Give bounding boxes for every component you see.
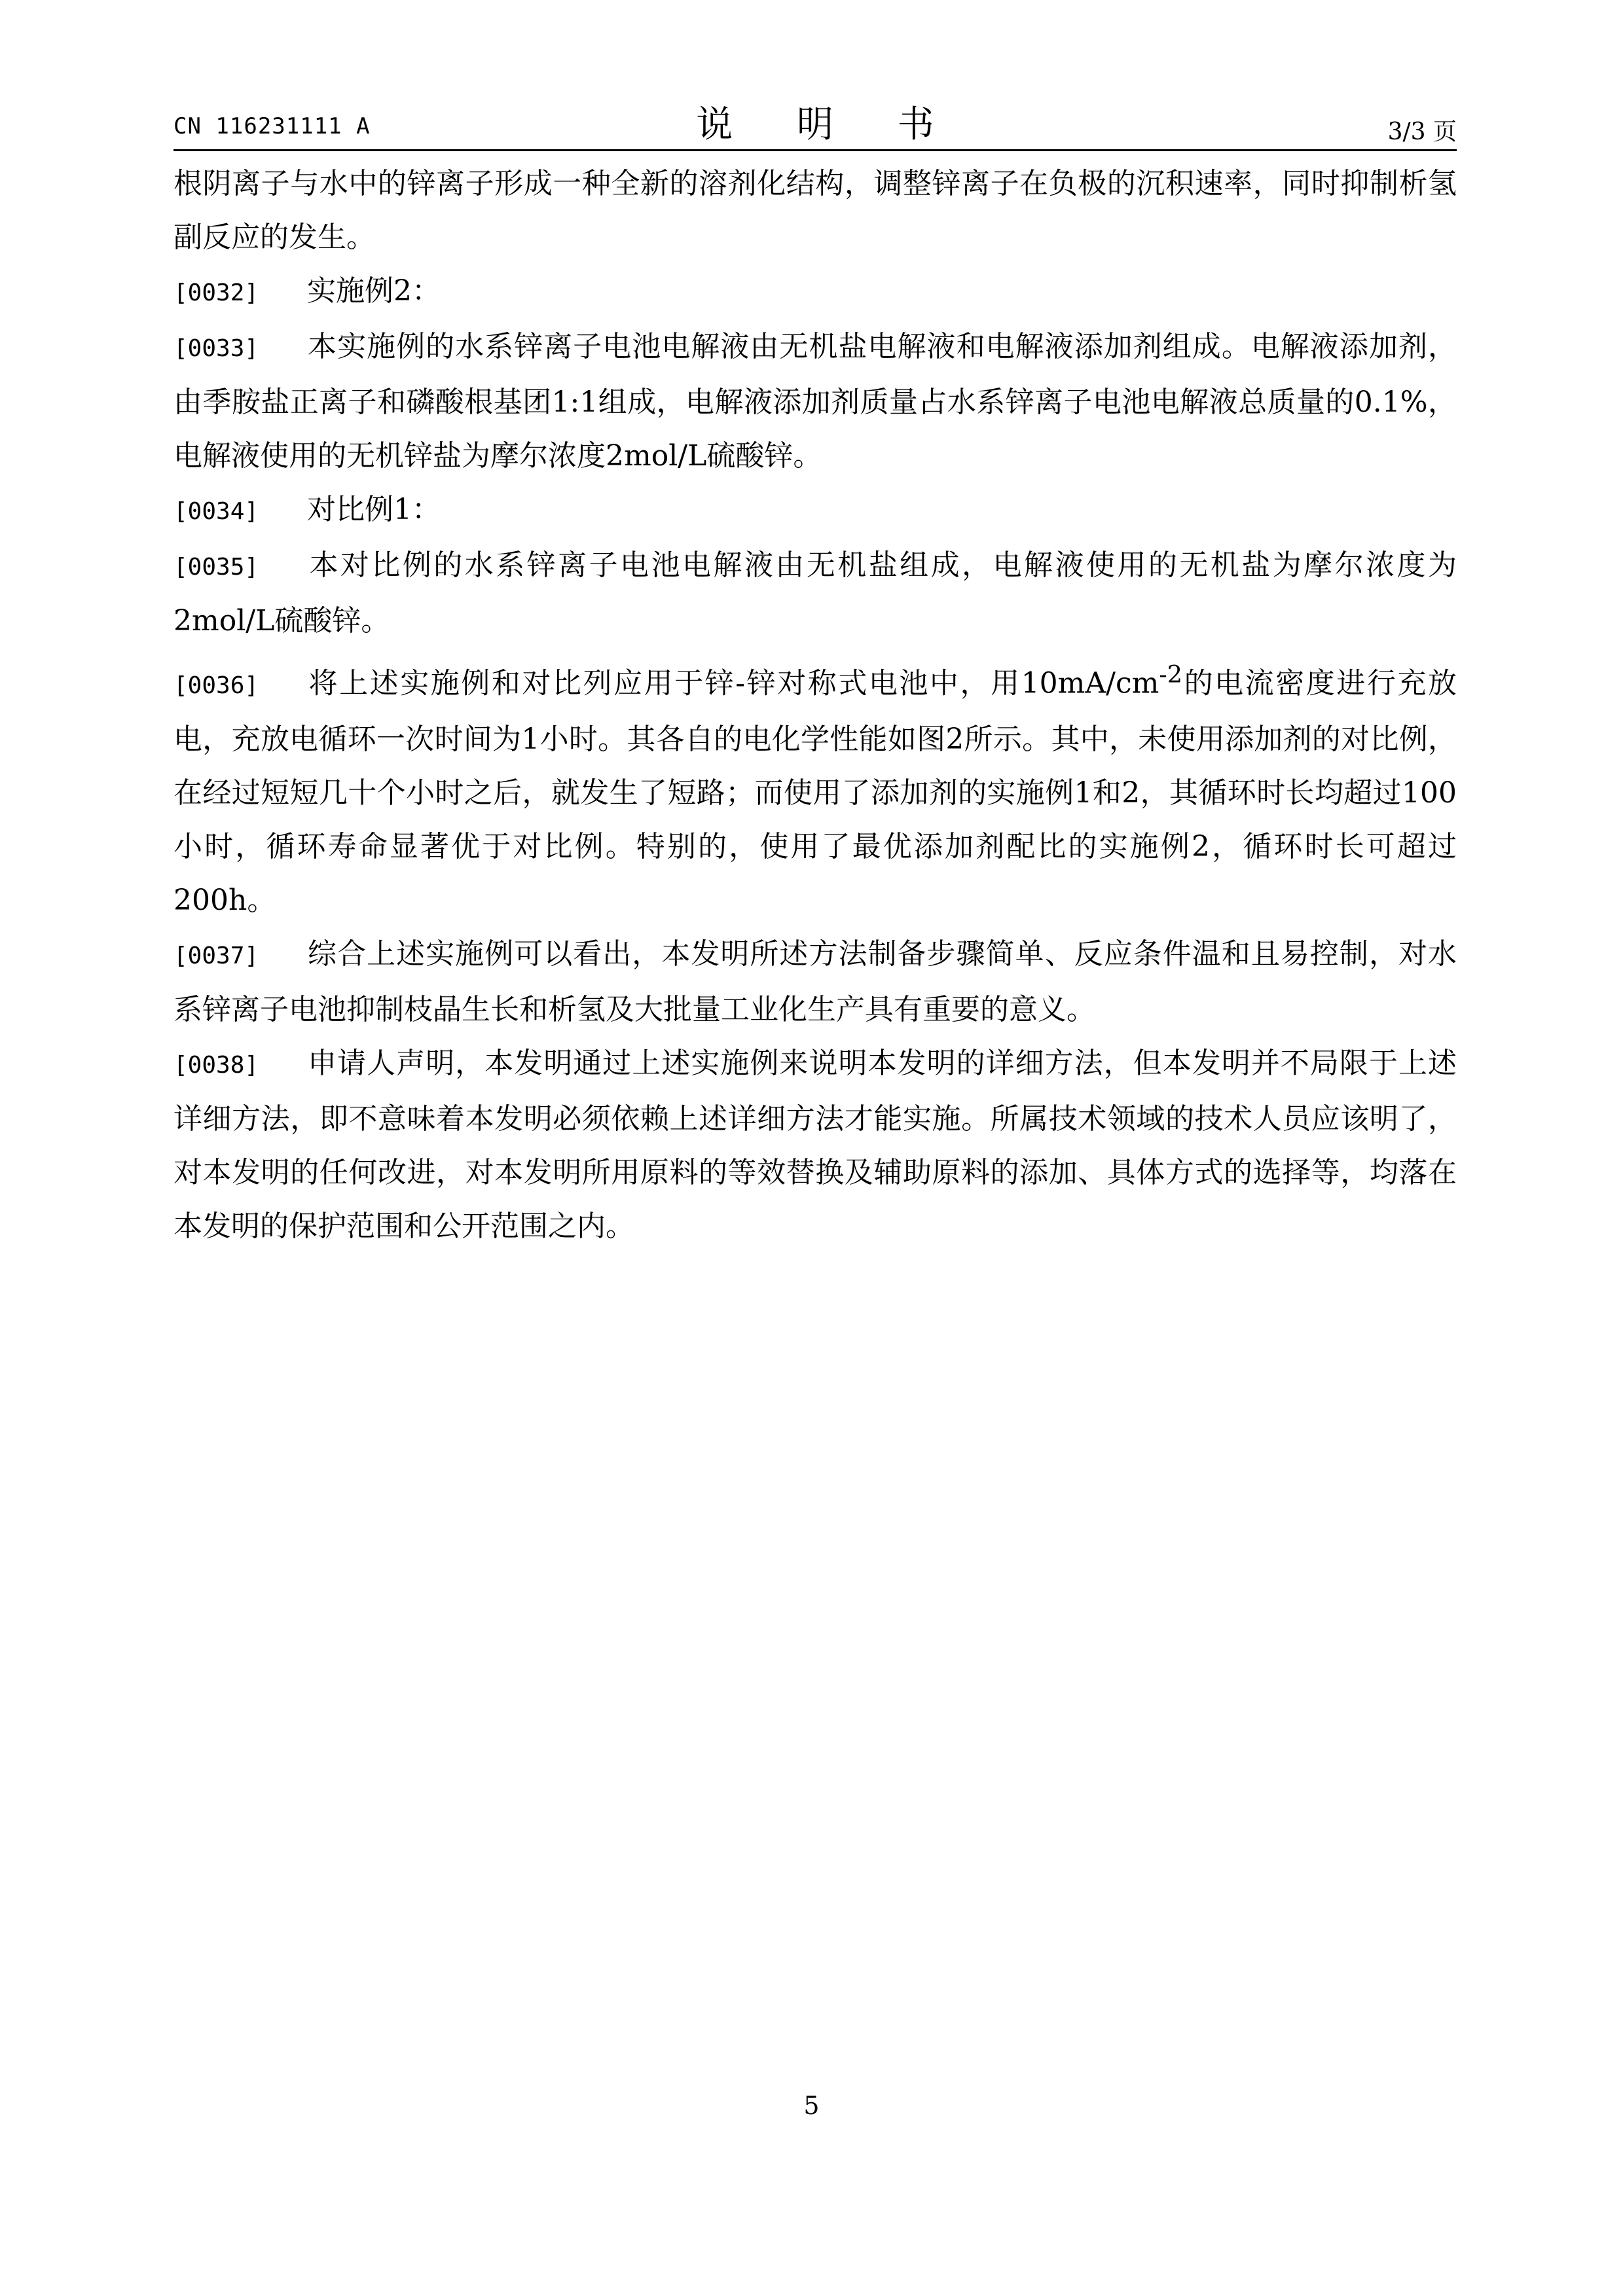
header-divider <box>173 149 1457 151</box>
paragraph-number: [0036] <box>173 672 259 699</box>
paragraph-text: 本对比例的水系锌离子电池电解液由无机盐组成，电解液使用的无机盐为摩尔浓度为2mol/L硫酸锌。 <box>173 548 1457 637</box>
page-header <box>173 90 1457 149</box>
paragraph-0035 <box>173 539 1457 648</box>
document-body <box>173 157 1457 1253</box>
paragraph-number: [0032] <box>173 279 259 306</box>
paragraph-number: [0033] <box>173 335 259 362</box>
paragraph-0034 <box>173 483 1457 539</box>
paragraph-text: 将上述实施例和对比列应用于锌-锌对称式电池中，用10mA/cm <box>307 666 1159 700</box>
document-title: 说 明 书 <box>696 103 960 146</box>
page-indicator: 3/3 页 <box>1387 118 1457 145</box>
paragraph-0032 <box>173 264 1457 320</box>
publication-number: CN 116231111 A <box>173 113 371 139</box>
paragraph-text: 根阴离子与水中的锌离子形成一种全新的溶剂化结构，调整锌离子在负极的沉积速率，同时抑制析氢副反应的发生。 <box>173 167 1457 254</box>
superscript-exponent: -2 <box>1159 660 1183 689</box>
page-number: 5 <box>803 2091 820 2120</box>
paragraph-text: 申请人声明，本发明通过上述实施例来说明本发明的详细方法，但本发明并不局限于上述详细方法，即不意味着本发明必须依赖上述详细方法才能实施。所属技术领域的技术人员应该明了，对本发明的任何改进，对本发明所用原料的等效替换及辅助原料的添加、具体方式的选择等，均落在本发明的保护范围和公开范围之内。 <box>173 1046 1457 1243</box>
paragraph-text: 综合上述实施例可以看出，本发明所述方法制备步骤简单、反应条件温和且易控制，对水系锌离子电池抑制枝晶生长和析氢及大批量工业化生产具有重要的意义。 <box>173 937 1457 1026</box>
paragraph-number: [0037] <box>173 942 259 969</box>
paragraph-0037 <box>173 927 1457 1037</box>
paragraph-text: 对比例1： <box>307 493 441 526</box>
paragraph-0033 <box>173 320 1457 483</box>
paragraph-text: 实施例2： <box>307 274 441 308</box>
paragraph-number: [0034] <box>173 498 259 525</box>
paragraph-continued <box>173 157 1457 264</box>
paragraph-text: 本实施例的水系锌离子电池电解液由无机盐电解液和电解液添加剂组成。电解液添加剂，由季胺盐正离子和磷酸根基团1:1组成，电解液添加剂质量占水系锌离子电池电解液总质量的0.1%，电解液使用的无机锌盐为摩尔浓度2mol/L硫酸锌。 <box>173 330 1457 473</box>
paragraph-number: [0035] <box>173 554 259 581</box>
paragraph-number: [0038] <box>173 1051 259 1079</box>
paragraph-0036 <box>173 648 1457 927</box>
paragraph-0038 <box>173 1037 1457 1253</box>
paragraph-text-continued: 的电流密度进行充放电，充放电循环一次时间为1小时。其各自的电化学性能如图2所示。其中，未使用添加剂的对比例，在经过短短几十个小时之后，就发生了短路；而使用了添加剂的实施例1和2，其循环时长均超过100小时，循环寿命显著优于对比例。特别的，使用了最优添加剂配比的实施例2，循环时长可超过200h。 <box>173 666 1457 917</box>
